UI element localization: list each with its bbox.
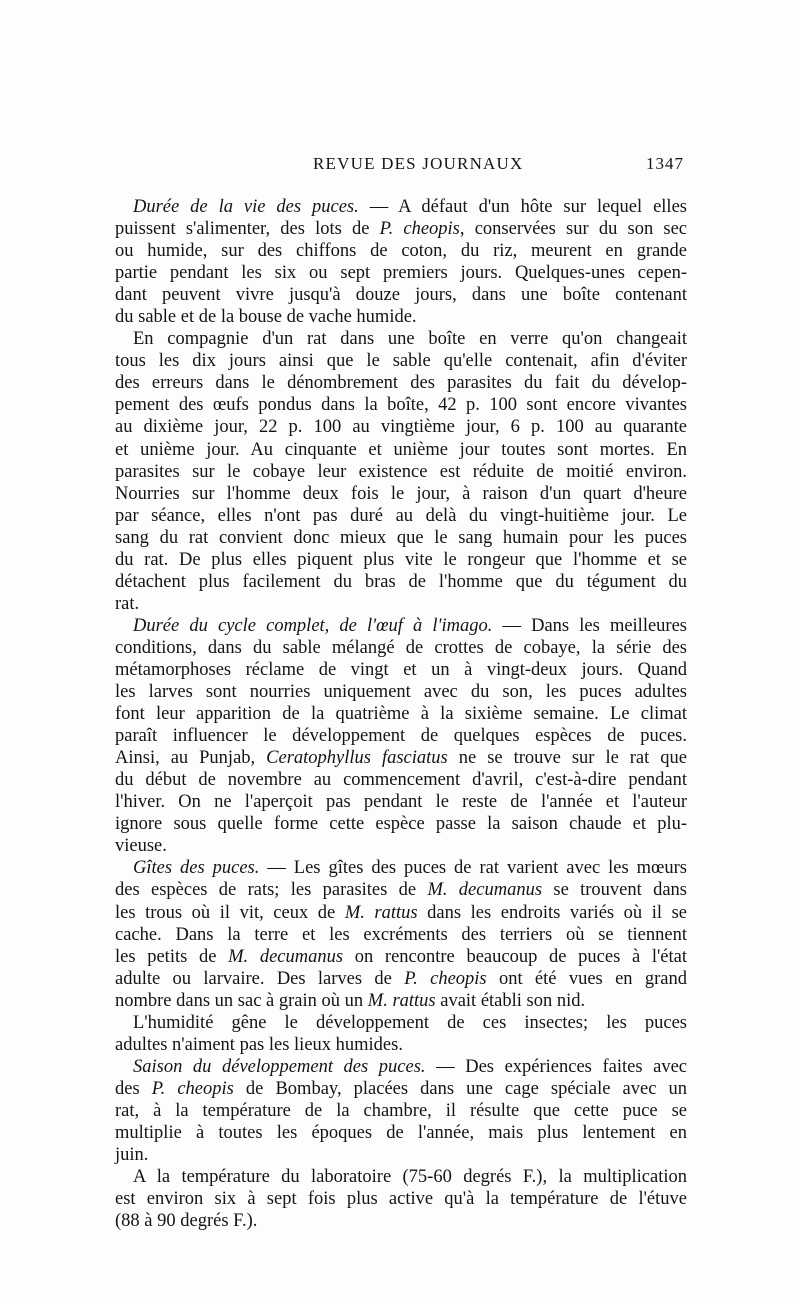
italic-text: M. rattus <box>344 902 418 923</box>
text-line <box>115 703 687 725</box>
text-run: rat, à la température de la chambre, il résulte que cette puce se <box>115 1100 687 1121</box>
text-run: du rat. De plus elles piquent plus vite le rongeur que l'homme et se <box>115 549 687 570</box>
text-run: des espèces de rats; les parasites de <box>115 880 428 901</box>
italic-text: P. cheopis <box>379 219 460 240</box>
text-run: conditions, dans du sable mélangé de crottes de cobaye, la série des <box>115 637 687 658</box>
text-line <box>115 791 687 813</box>
text-run: nombre dans un sac à grain où un <box>115 990 368 1011</box>
text-line <box>115 1144 687 1166</box>
text-run: ignore sous quelle forme cette espèce passe la saison chaude et plu- <box>115 814 687 835</box>
text-line <box>115 1122 687 1144</box>
text-run: vieuse. <box>115 836 167 857</box>
text-run: rat. <box>115 593 140 614</box>
text-line <box>115 439 687 461</box>
text-line <box>115 284 687 306</box>
text-run: cache. Dans la terre et les excréments des terriers où se tiennent <box>115 924 687 945</box>
text-run: avait établi son nid. <box>435 990 586 1011</box>
text-line <box>115 902 687 924</box>
text-run: Ainsi, au Punjab, <box>115 748 267 769</box>
text-run: adulte ou larvaire. Des larves de <box>115 968 405 989</box>
text-run: métamorphoses réclame de vingt et un à vingt-deux jours. Quand <box>115 659 687 680</box>
text-run: font leur apparition de la quatrième à la sixième semaine. Le climat <box>115 704 687 725</box>
text-run: sang du rat convient donc mieux que le sang humain pour les puces <box>115 527 687 548</box>
text-run: les trous où il vit, ceux de <box>115 902 345 923</box>
text-run: les larves sont nourries uniquement avec du son, les puces adultes <box>115 682 687 703</box>
text-line <box>115 946 687 968</box>
italic-text: M. decumanus <box>228 946 344 967</box>
text-run: juin. <box>115 1145 149 1166</box>
text-run: l'hiver. On ne l'aperçoit pas pendant le reste de l'année et l'auteur <box>115 792 687 813</box>
text-line <box>115 306 687 328</box>
text-line <box>115 769 687 791</box>
text-run: — Les gîtes des puces de rat varient avec les mœurs <box>259 858 687 879</box>
text-line <box>115 218 687 240</box>
text-run: parasites sur le cobaye leur existence est réduite de moitié environ. <box>115 461 687 482</box>
text-run: ont été vues en grand <box>486 968 687 989</box>
text-line <box>115 416 687 438</box>
text-line <box>115 196 687 218</box>
text-line <box>115 615 687 637</box>
text-line <box>115 505 687 527</box>
text-line <box>115 1056 687 1078</box>
text-line <box>115 328 687 350</box>
italic-text: Durée du cycle complet, de l'œuf à l'imago. <box>133 615 493 636</box>
text-line <box>115 1100 687 1122</box>
text-run: pement des œufs pondus dans la boîte, 42 p. 100 sont encore vivantes <box>115 395 687 416</box>
text-line <box>115 483 687 505</box>
text-line <box>115 372 687 394</box>
text-line <box>115 1210 687 1232</box>
text-line <box>115 240 687 262</box>
text-line <box>115 461 687 483</box>
text-line <box>115 593 687 615</box>
text-run: du début de novembre au commencement d'avril, c'est-à-dire pendant <box>115 770 687 791</box>
text-line <box>115 527 687 549</box>
italic-text: Gîtes des puces. <box>133 858 260 879</box>
text-line <box>115 659 687 681</box>
text-run: et unième jour. Au cinquante et unième jour toutes sont mortes. En <box>115 439 687 460</box>
text-line <box>115 1034 687 1056</box>
text-line <box>115 990 687 1012</box>
text-run: des erreurs dans le dénombrement des parasites du fait du dévelop- <box>115 373 687 394</box>
text-run: dans les endroits variés où il se <box>417 902 687 923</box>
text-line <box>115 637 687 659</box>
text-run: L'humidité gêne le développement de ces insectes; les puces <box>133 1012 687 1033</box>
text-run: est environ six à sept fois plus active qu'à la température de l'étuve <box>115 1189 687 1210</box>
text-run: par séance, elles n'ont pas duré au delà du vingt-huitième jour. Le <box>115 505 687 526</box>
text-line <box>115 857 687 879</box>
text-run: on rencontre beaucoup de puces à l'état <box>343 946 687 967</box>
text-line <box>115 571 687 593</box>
text-run: détachent plus facilement du bras de l'homme que du tégument du <box>115 571 687 592</box>
text-line <box>115 549 687 571</box>
text-run: ne se trouve sur le rat que <box>447 748 687 769</box>
text-run: A la température du laboratoire (75-60 degrés F.), la multiplication <box>133 1167 687 1188</box>
page-header <box>118 154 684 184</box>
text-run: les petits de <box>115 946 229 967</box>
text-line <box>115 747 687 769</box>
text-run: des <box>115 1078 152 1099</box>
text-run: tous les dix jours ainsi que le sable qu'elle contenait, afin d'éviter <box>115 351 687 372</box>
text-line <box>115 725 687 747</box>
page-number: 1347 <box>646 154 684 173</box>
text-run: multiplie à toutes les époques de l'année, mais plus lentement en <box>115 1122 687 1143</box>
text-line <box>115 681 687 703</box>
body-text <box>115 196 687 1232</box>
text-run: — A défaut d'un hôte sur lequel elles <box>358 197 687 217</box>
text-run: dant peuvent vivre jusqu'à douze jours, dans une boîte contenant <box>115 285 687 306</box>
text-run: partie pendant les six ou sept premiers jours. Quelques-unes cepen- <box>115 263 687 284</box>
italic-text: M. rattus <box>367 990 436 1011</box>
running-title: REVUE DES JOURNAUX <box>313 154 524 173</box>
italic-text: Ceratophyllus fasciatus <box>266 748 448 769</box>
text-run: paraît influencer le développement de quelques espèces de puces. <box>115 726 687 747</box>
text-run: puissent s'alimenter, des lots de <box>115 219 380 240</box>
text-run: ou humide, sur des chiffons de coton, du riz, meurent en grande <box>115 241 687 262</box>
text-line <box>115 879 687 901</box>
text-run: Nourries sur l'homme deux fois le jour, à raison d'un quart d'heure <box>115 483 687 504</box>
italic-text: P. cheopis <box>151 1078 234 1099</box>
text-line <box>115 1188 687 1210</box>
text-line <box>115 813 687 835</box>
text-line <box>115 924 687 946</box>
text-line <box>115 394 687 416</box>
text-line <box>115 1166 687 1188</box>
text-line <box>115 1012 687 1034</box>
italic-text: Durée de la vie des puces. <box>133 197 359 217</box>
text-run: du sable et de la bouse de vache humide. <box>115 307 417 328</box>
italic-text: P. cheopis <box>404 968 487 989</box>
text-line <box>115 835 687 857</box>
text-line <box>115 350 687 372</box>
text-run: adultes n'aiment pas les lieux humides. <box>115 1034 403 1055</box>
text-run: , conservées sur du son sec <box>459 219 687 240</box>
text-run: de Bombay, placées dans une cage spéciale avec un <box>233 1078 687 1099</box>
text-run: se trouvent dans <box>542 880 687 901</box>
text-run: — Dans les meilleures <box>492 615 687 636</box>
text-line <box>115 1078 687 1100</box>
text-run: En compagnie d'un rat dans une boîte en verre qu'on changeait <box>133 329 687 350</box>
text-line <box>115 968 687 990</box>
text-line <box>115 262 687 284</box>
italic-text: Saison du développement des puces. <box>133 1056 426 1077</box>
italic-text: M. decumanus <box>427 880 543 901</box>
text-run: (88 à 90 degrés F.). <box>115 1211 258 1232</box>
text-run: — Des expériences faites avec <box>425 1056 687 1077</box>
text-run: au dixième jour, 22 p. 100 au vingtième jour, 6 p. 100 au quarante <box>115 417 687 438</box>
